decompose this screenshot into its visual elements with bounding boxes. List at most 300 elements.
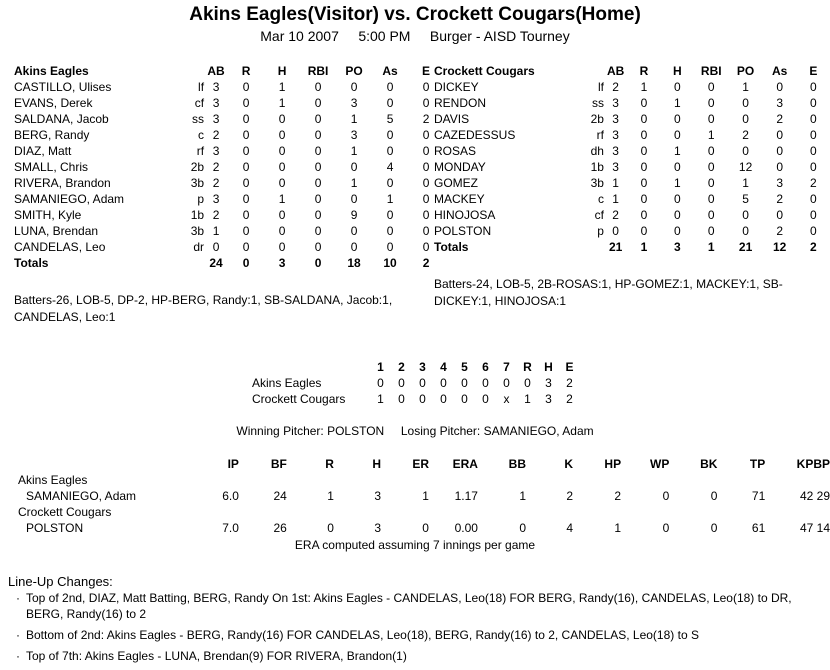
player-stat: 1 xyxy=(612,176,619,190)
player-stat: 0 xyxy=(640,208,648,222)
col-header: PO xyxy=(345,64,363,78)
col-header: R xyxy=(639,64,649,78)
player-stat: 0 xyxy=(707,144,715,158)
player-stat: 0 xyxy=(386,208,394,222)
pitching-stat: 0 xyxy=(662,489,670,503)
player-stat: 0 xyxy=(314,224,322,238)
pitching-stat: 4 xyxy=(566,521,574,535)
player-stat: 0 xyxy=(242,240,250,254)
player-stat: 1 xyxy=(673,96,681,110)
pitching-stat: 0.00 xyxy=(454,521,478,535)
player-position: 1b xyxy=(590,160,604,174)
pitching-col-header: KP xyxy=(796,457,814,471)
player-stat: 0 xyxy=(707,192,715,206)
player-stat: 0 xyxy=(673,224,681,238)
player-stat: 0 xyxy=(386,240,394,254)
lineup-changes-list xyxy=(8,590,808,669)
player-stat: 0 xyxy=(707,224,715,238)
player-stat: 0 xyxy=(422,144,430,158)
player-stat: 0 xyxy=(742,224,749,238)
col-header: As xyxy=(772,64,788,78)
pitching-col-header: ERA xyxy=(452,457,478,471)
player-position: ss xyxy=(192,112,205,126)
line-score-row xyxy=(252,375,580,391)
totals-stat: 10 xyxy=(383,256,397,270)
player-name: HINOJOSA xyxy=(434,208,496,222)
player-stat: 0 xyxy=(350,160,358,174)
player-stat: 0 xyxy=(809,208,817,222)
line-score xyxy=(252,359,580,407)
player-name: CASTILLO, Ulises xyxy=(14,80,112,94)
home-box-score xyxy=(434,63,830,255)
player-stat: 3 xyxy=(612,128,619,142)
player-stat: 0 xyxy=(640,112,648,126)
player-stat: 0 xyxy=(809,128,817,142)
player-stat: 0 xyxy=(386,96,394,110)
line-score-value: 1 xyxy=(524,392,531,406)
player-stat: 3 xyxy=(350,96,358,110)
totals-stat: 24 xyxy=(209,256,223,270)
player-stat: 0 xyxy=(422,192,430,206)
player-stat: 0 xyxy=(707,176,715,190)
pitching-stat: 0 xyxy=(662,521,670,535)
player-stat: 0 xyxy=(640,192,648,206)
visitor-box-score xyxy=(14,63,444,271)
player-position: p xyxy=(597,224,604,238)
totals-stat: 1 xyxy=(707,240,715,254)
player-stat: 1 xyxy=(212,224,220,238)
player-name: DICKEY xyxy=(434,80,479,94)
player-stat: 0 xyxy=(640,144,648,158)
player-stat: 3 xyxy=(350,128,358,142)
line-score-value: 0 xyxy=(440,392,447,406)
player-row xyxy=(14,207,444,223)
player-stat: 2 xyxy=(422,112,430,126)
col-header: E xyxy=(809,64,818,78)
player-position: lf xyxy=(597,80,604,94)
totals-stat: 2 xyxy=(809,240,817,254)
player-stat: 0 xyxy=(673,192,681,206)
player-position: 2b xyxy=(190,160,205,174)
player-stat: 1 xyxy=(673,176,681,190)
player-stat: 0 xyxy=(314,128,322,142)
pitching-col-header: R xyxy=(325,457,334,471)
pitching-col-header: H xyxy=(372,457,381,471)
line-score-team: Akins Eagles xyxy=(252,376,322,390)
player-position: 2b xyxy=(590,112,604,126)
player-row xyxy=(434,95,830,111)
player-stat: 0 xyxy=(314,160,322,174)
player-stat: 1 xyxy=(278,192,286,206)
inning-header: 5 xyxy=(461,360,468,374)
player-stat: 3 xyxy=(212,144,220,158)
player-stat: 0 xyxy=(422,96,430,110)
player-stat: 0 xyxy=(612,224,619,238)
era-note: ERA computed assuming 7 innings per game xyxy=(294,538,536,552)
player-row xyxy=(434,207,830,223)
player-stat: 1 xyxy=(673,144,681,158)
player-stat: 2 xyxy=(742,128,749,142)
player-stat: 3 xyxy=(212,112,220,126)
player-position: rf xyxy=(196,144,205,158)
col-header: As xyxy=(382,64,398,78)
pitching-col-header: TP xyxy=(749,457,766,471)
player-name: RIVERA, Brandon xyxy=(14,176,111,190)
player-stat: 0 xyxy=(640,224,648,238)
player-stat: 0 xyxy=(242,112,250,126)
player-row xyxy=(434,223,830,239)
pitching-stat: 0 xyxy=(519,521,527,535)
player-position: 3b xyxy=(590,176,604,190)
player-row xyxy=(14,111,444,127)
line-score-value: 0 xyxy=(398,376,405,390)
pitching-team-row xyxy=(18,472,830,488)
totals-row xyxy=(434,239,830,255)
player-position: rf xyxy=(596,128,604,142)
player-stat: 0 xyxy=(640,160,648,174)
pitching-col-header: BB xyxy=(508,457,527,471)
player-stat: 0 xyxy=(278,144,286,158)
totals-row xyxy=(14,255,444,271)
player-stat: 0 xyxy=(707,160,715,174)
player-stat: 0 xyxy=(809,192,817,206)
pitching-col-header: ER xyxy=(412,457,429,471)
inning-header: 1 xyxy=(377,360,384,374)
player-row xyxy=(434,191,830,207)
player-name: SALDANA, Jacob xyxy=(14,112,109,126)
player-row xyxy=(14,127,444,143)
pitching-stat: 1 xyxy=(614,521,622,535)
player-stat: 0 xyxy=(278,176,286,190)
line-score-value: 0 xyxy=(398,392,405,406)
player-position: p xyxy=(197,192,205,206)
player-stat: 2 xyxy=(212,128,220,142)
line-score-value: 0 xyxy=(461,376,468,390)
pitching-team-row xyxy=(18,504,830,520)
player-stat: 0 xyxy=(386,224,394,238)
pitching-col-header: BK xyxy=(700,457,718,471)
player-stat: 0 xyxy=(386,144,394,158)
player-stat: 0 xyxy=(350,224,358,238)
player-name: LUNA, Brendan xyxy=(14,224,99,238)
player-stat: 0 xyxy=(314,208,322,222)
player-stat: 9 xyxy=(350,208,358,222)
player-stat: 2 xyxy=(776,224,784,238)
player-stat: 12 xyxy=(738,160,753,174)
line-score-value: 0 xyxy=(524,376,531,390)
player-stat: 0 xyxy=(314,176,322,190)
player-stat: 0 xyxy=(776,160,784,174)
player-stat: 0 xyxy=(242,80,250,94)
totals-label: Totals xyxy=(14,256,49,270)
player-stat: 2 xyxy=(612,208,619,222)
player-row xyxy=(434,143,830,159)
pitching-stat: 42 xyxy=(799,489,814,503)
player-stat: 0 xyxy=(673,160,681,174)
player-position: c xyxy=(597,192,604,206)
player-stat: 1 xyxy=(350,176,358,190)
player-stat: 0 xyxy=(809,160,817,174)
player-stat: 0 xyxy=(242,192,250,206)
player-stat: 3 xyxy=(776,96,784,110)
player-row xyxy=(434,127,830,143)
pitching-stat: 14 xyxy=(816,521,830,535)
player-row xyxy=(14,223,444,239)
totals-stat: 12 xyxy=(773,240,787,254)
home-notes: Batters-24, LOB-5, 2B-ROSAS:1, HP-GOMEZ:1, MACKEY:1, SB-DICKEY:1, HINOJOSA:1 xyxy=(434,277,783,308)
player-stat: 0 xyxy=(776,80,784,94)
player-stat: 0 xyxy=(314,240,322,254)
player-row xyxy=(14,175,444,191)
player-stat: 0 xyxy=(350,192,358,206)
totals-stat: 21 xyxy=(738,240,753,254)
pitching-stat: 3 xyxy=(374,521,381,535)
player-name: CAZEDESSUS xyxy=(434,128,516,142)
pitching-stat: 2 xyxy=(614,489,622,503)
player-stat: 0 xyxy=(278,128,286,142)
player-stat: 0 xyxy=(242,128,250,142)
pitching-stat: 61 xyxy=(751,521,766,535)
player-stat: 0 xyxy=(776,128,784,142)
player-stat: 3 xyxy=(612,160,619,174)
pitching-col-header: WP xyxy=(650,457,670,471)
player-stat: 0 xyxy=(742,112,749,126)
player-stat: 0 xyxy=(673,80,681,94)
player-stat: 0 xyxy=(673,208,681,222)
inning-header: H xyxy=(544,360,553,374)
player-position: dr xyxy=(193,240,205,254)
pitcher-row xyxy=(18,520,830,536)
inning-header: 7 xyxy=(503,360,510,374)
totals-stat: 0 xyxy=(242,256,250,270)
player-name: CANDELAS, Leo xyxy=(14,240,106,254)
player-row xyxy=(14,191,444,207)
line-score-value: 0 xyxy=(377,376,384,390)
player-stat: 0 xyxy=(350,80,358,94)
pitching-stat: 0 xyxy=(327,521,334,535)
inning-header: 6 xyxy=(482,360,489,374)
pitching-stat: 1 xyxy=(422,489,429,503)
player-stat: 2 xyxy=(776,112,784,126)
player-stat: 3 xyxy=(776,176,784,190)
player-row xyxy=(434,111,830,127)
pitching-table xyxy=(18,456,830,536)
pitching-col-header: K xyxy=(564,457,574,471)
player-name: ROSAS xyxy=(434,144,477,158)
player-stat: 3 xyxy=(612,144,619,158)
pitching-col-header: BP xyxy=(813,457,830,471)
player-stat: 0 xyxy=(673,112,681,126)
game-subtitle: Mar 10 2007 5:00 PM Burger - AISD Tourney xyxy=(260,28,570,44)
pitching-col-header: HP xyxy=(604,457,622,471)
line-score-row xyxy=(252,391,580,407)
player-stat: 0 xyxy=(742,144,749,158)
line-score-value: 2 xyxy=(566,376,573,390)
player-stat: 2 xyxy=(809,176,817,190)
col-header: AB xyxy=(207,64,225,78)
player-stat: 0 xyxy=(314,144,322,158)
inning-header: 4 xyxy=(440,360,447,374)
line-score-value: 0 xyxy=(440,376,447,390)
pitching-stat: 47 xyxy=(799,521,814,535)
pitching-stat: 2 xyxy=(566,489,574,503)
lineup-change-item: · Bottom of 2nd: Akins Eagles - BERG, Randy(16) FOR CANDELAS, Leo(18), BERG, Randy(16) to 2, CANDELAS, Leo(18) to S xyxy=(8,627,808,643)
inning-header: R xyxy=(523,360,532,374)
player-stat: 0 xyxy=(707,80,715,94)
lineup-changes-title: Line-Up Changes: xyxy=(8,574,113,589)
player-stat: 0 xyxy=(212,240,220,254)
totals-stat: 3 xyxy=(278,256,286,270)
col-header: E xyxy=(422,64,431,78)
player-row xyxy=(14,239,444,255)
pitching-stat: 3 xyxy=(374,489,381,503)
game-title: Akins Eagles(Visitor) vs. Crockett Cougars(Home) xyxy=(189,4,641,25)
home-team-name: Crockett Cougars xyxy=(434,64,535,78)
lineup-change-item: · Top of 2nd, DIAZ, Matt Batting, BERG, Randy On 1st: Akins Eagles - CANDELAS, Leo(18) FOR BERG, Randy(16), CANDELAS, Leo(18) to DR, BERG, Randy(16) to 2 xyxy=(8,590,808,622)
pitching-col-header: IP xyxy=(227,457,239,471)
player-position: dh xyxy=(590,144,604,158)
line-score-value: 0 xyxy=(461,392,468,406)
col-header: R xyxy=(241,64,251,78)
player-stat: 1 xyxy=(350,112,358,126)
player-stat: 1 xyxy=(742,80,749,94)
player-stat: 0 xyxy=(809,224,817,238)
player-name: BERG, Randy xyxy=(14,128,90,142)
visitor-team-name: Akins Eagles xyxy=(14,64,89,78)
player-stat: 2 xyxy=(612,80,619,94)
player-stat: 1 xyxy=(612,192,619,206)
totals-stat: 21 xyxy=(608,240,623,254)
player-stat: 3 xyxy=(212,192,220,206)
totals-stat: 0 xyxy=(314,256,322,270)
totals-stat: 2 xyxy=(422,256,430,270)
player-stat: 3 xyxy=(612,112,619,126)
player-stat: 0 xyxy=(640,96,648,110)
player-stat: 0 xyxy=(809,112,817,126)
player-stat: 0 xyxy=(314,192,322,206)
player-position: lf xyxy=(198,80,205,94)
player-stat: 1 xyxy=(350,144,358,158)
player-name: GOMEZ xyxy=(434,176,478,190)
player-name: SAMANIEGO, Adam xyxy=(14,192,125,206)
totals-label: Totals xyxy=(434,240,469,254)
player-name: POLSTON xyxy=(434,224,492,238)
player-stat: 0 xyxy=(386,80,394,94)
player-stat: 0 xyxy=(278,208,286,222)
decision-pitchers: Winning Pitcher: POLSTON Losing Pitcher: SAMANIEGO, Adam xyxy=(236,424,594,438)
line-score-value: 3 xyxy=(545,376,552,390)
pitching-team-name: Akins Eagles xyxy=(18,473,88,487)
player-position: ss xyxy=(591,96,604,110)
player-row xyxy=(14,143,444,159)
player-stat: 0 xyxy=(809,144,817,158)
player-stat: 1 xyxy=(742,176,749,190)
pitching-stat: 26 xyxy=(273,521,287,535)
player-stat: 0 xyxy=(673,128,681,142)
player-stat: 1 xyxy=(278,80,286,94)
player-stat: 5 xyxy=(386,112,394,126)
player-stat: 0 xyxy=(278,240,286,254)
pitching-stat: 71 xyxy=(751,489,766,503)
player-row xyxy=(14,79,444,95)
player-stat: 3 xyxy=(612,96,619,110)
player-stat: 1 xyxy=(707,128,715,142)
player-row xyxy=(434,79,830,95)
player-stat: 0 xyxy=(422,128,430,142)
col-header: H xyxy=(672,64,682,78)
player-stat: 0 xyxy=(809,96,817,110)
player-stat: 0 xyxy=(386,128,394,142)
col-header: RBI xyxy=(307,64,329,78)
pitching-col-header: BF xyxy=(270,457,287,471)
player-stat: 0 xyxy=(422,224,430,238)
player-stat: 0 xyxy=(809,80,817,94)
player-stat: 0 xyxy=(350,240,358,254)
player-name: DAVIS xyxy=(434,112,470,126)
player-stat: 0 xyxy=(242,144,250,158)
player-name: EVANS, Derek xyxy=(14,96,93,110)
player-stat: 1 xyxy=(640,80,648,94)
pitcher-name: POLSTON xyxy=(26,521,84,535)
player-name: DIAZ, Matt xyxy=(14,144,72,158)
inning-header: 2 xyxy=(398,360,405,374)
line-score-header xyxy=(252,359,580,375)
player-stat: 0 xyxy=(640,176,648,190)
player-row xyxy=(434,175,830,191)
player-name: SMALL, Chris xyxy=(14,160,89,174)
player-stat: 0 xyxy=(242,208,250,222)
player-name: MONDAY xyxy=(434,160,486,174)
pitching-stat: 1 xyxy=(519,489,527,503)
line-score-value: 0 xyxy=(419,392,426,406)
player-stat: 0 xyxy=(314,96,322,110)
lineup-change-item: · Top of 7th: Akins Eagles - LUNA, Brendan(9) FOR RIVERA, Brandon(1) xyxy=(8,648,808,664)
player-stat: 0 xyxy=(707,96,715,110)
line-score-value: x xyxy=(503,392,510,406)
pitching-stat: 1.17 xyxy=(454,489,478,503)
player-stat: 0 xyxy=(422,176,430,190)
player-stat: 3 xyxy=(212,80,220,94)
player-stat: 0 xyxy=(422,208,430,222)
pitching-stat: 1 xyxy=(327,489,334,503)
pitching-stat: 7.0 xyxy=(222,521,239,535)
player-stat: 3 xyxy=(212,96,220,110)
pitching-stat: 0 xyxy=(710,521,718,535)
player-stat: 4 xyxy=(386,160,394,174)
totals-stat: 3 xyxy=(673,240,681,254)
player-position: c xyxy=(198,128,205,142)
player-stat: 0 xyxy=(278,160,286,174)
player-position: 1b xyxy=(190,208,205,222)
player-stat: 0 xyxy=(422,240,430,254)
totals-stat: 18 xyxy=(347,256,361,270)
player-stat: 0 xyxy=(742,208,749,222)
line-score-value: 0 xyxy=(482,392,489,406)
player-stat: 0 xyxy=(640,128,648,142)
player-stat: 0 xyxy=(278,112,286,126)
totals-stat: 1 xyxy=(640,240,648,254)
player-stat: 0 xyxy=(707,208,715,222)
pitching-stat: 0 xyxy=(422,521,429,535)
line-score-value: 2 xyxy=(566,392,573,406)
line-score-value: 1 xyxy=(377,392,384,406)
inning-header: 3 xyxy=(419,360,426,374)
player-stat: 1 xyxy=(278,96,286,110)
player-stat: 0 xyxy=(242,160,250,174)
player-stat: 0 xyxy=(386,176,394,190)
player-stat: 0 xyxy=(278,224,286,238)
col-header: RBI xyxy=(700,64,722,78)
